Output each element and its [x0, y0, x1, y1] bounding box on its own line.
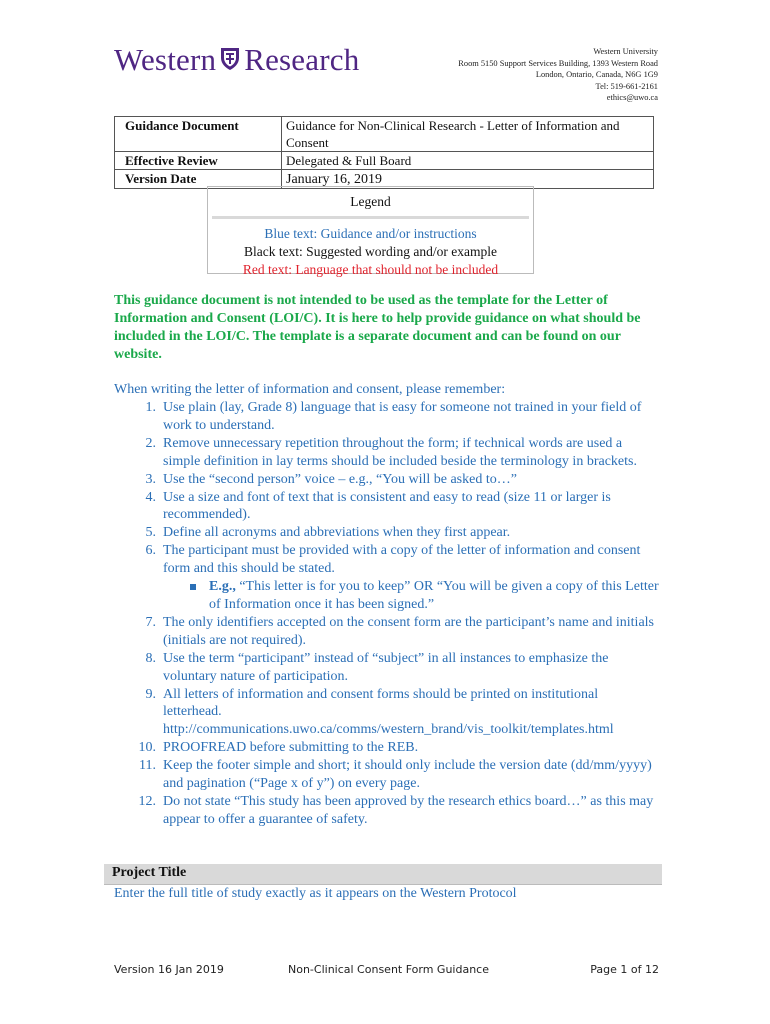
- template-notice: This guidance document is not intended to be used as the template for the Letter of Information and Consent (LOI/C). It is here to help provide guidance on what should be included in the LOI/C. The template is a separate document and can be found on our website.: [114, 293, 641, 362]
- list-item: [114, 471, 659, 489]
- list-item: [114, 793, 659, 829]
- guidance-list: [114, 399, 659, 829]
- item-number: 5.: [145, 525, 156, 541]
- row-label: Effective Review: [115, 152, 282, 170]
- list-item: [114, 650, 659, 686]
- footer-page-number: Page 1 of 12: [590, 963, 659, 976]
- item-number: 2.: [145, 435, 156, 451]
- address-line[interactable]: ethics@uwo.ca: [606, 93, 658, 102]
- logo-word-western: Western: [114, 41, 217, 77]
- legend-divider: [212, 216, 529, 219]
- square-bullet-icon: [190, 584, 196, 590]
- table-row: [115, 117, 654, 152]
- address-line: Room 5150 Support Services Building, 1393 Western Road: [458, 58, 658, 68]
- list-item: [114, 399, 659, 435]
- item-text: All letters of information and consent forms should be printed on institutional letterhead.: [163, 686, 599, 720]
- page-footer: [114, 963, 659, 979]
- footer-version: Version 16 Jan 2019: [114, 963, 224, 976]
- item-number: 6.: [145, 543, 156, 559]
- item-text: Define all acronyms and abbreviations when they first appear.: [163, 525, 511, 541]
- sub-bullet-item: [163, 578, 659, 614]
- legend-red-entry: Red text: Language that should not be included: [242, 262, 499, 277]
- crest-shield-icon: [220, 47, 240, 71]
- item-text: PROOFREAD before submitting to the REB.: [163, 740, 419, 756]
- western-research-logo: [114, 42, 359, 76]
- item-text: Use the term “participant” instead of “subject” in all instances to emphasize the voluntary nature of participation.: [163, 650, 609, 684]
- row-value: Guidance for Non-Clinical Research - Letter of Information and Consent: [282, 117, 654, 152]
- template-link[interactable]: http://communications.uwo.ca/comms/western_brand/vis_toolkit/templates.html: [163, 722, 614, 738]
- item-text: Use the “second person” voice – e.g., “You will be asked to…”: [163, 471, 517, 487]
- item-text: Use plain (lay, Grade 8) language that is easy for someone not trained in your field of work to understand.: [163, 400, 642, 433]
- color-legend: [207, 186, 534, 277]
- list-item: [114, 614, 659, 650]
- legend-title: Legend: [350, 194, 391, 209]
- address-line: Tel: 519-661-2161: [595, 81, 658, 91]
- address-line: London, Ontario, Canada, N6G 1G9: [535, 70, 658, 79]
- row-label: Guidance Document: [115, 117, 282, 152]
- item-number: 10.: [138, 740, 156, 756]
- contact-address: [458, 46, 658, 104]
- section-instructions: Enter the full title of study exactly as it appears on the Western Protocol: [114, 886, 517, 901]
- list-item: [114, 757, 659, 793]
- example-text: “This letter is for you to keep” OR “You will be given a copy of this Letter of Information once it has been signed.”: [209, 579, 659, 612]
- list-item: [114, 489, 659, 525]
- version-date: January 16, 2019: [286, 172, 383, 187]
- item-number: 9.: [145, 686, 156, 702]
- item-number: 1.: [145, 400, 156, 415]
- item-text: The participant must be provided with a copy of the letter of information and consent form and this should be stated.: [163, 543, 641, 577]
- list-item: [114, 686, 659, 740]
- legend-blue-entry: Blue text: Guidance and/or instructions: [264, 226, 477, 241]
- item-number: 8.: [145, 650, 156, 666]
- item-number: 7.: [145, 614, 156, 630]
- table-row: [115, 152, 654, 170]
- example-label: E.g.,: [209, 579, 236, 595]
- logo-word-research: Research: [244, 41, 360, 77]
- item-number: 12.: [138, 793, 156, 809]
- intro-text: When writing the letter of information and consent, please remember:: [114, 382, 506, 397]
- item-text: The only identifiers accepted on the consent form are the participant’s name and initials (initials are not required).: [163, 614, 654, 648]
- document-info-table: [114, 116, 654, 189]
- row-value: Delegated & Full Board: [282, 152, 654, 170]
- legend-black-entry: Black text: Suggested wording and/or example: [243, 244, 498, 259]
- item-number: 4.: [145, 489, 156, 505]
- list-item: [114, 524, 659, 542]
- item-text: Remove unnecessary repetition throughout the form; if technical words are used a simple definition in lay terms should be included beside the terminology in brackets.: [163, 435, 637, 469]
- footer-title: Non-Clinical Consent Form Guidance: [288, 963, 489, 976]
- item-text: Do not state “This study has been approved by the research ethics board…” as this may appear to offer a guarantee of safety.: [163, 793, 654, 827]
- section-title: Project Title: [112, 865, 187, 880]
- address-line: Western University: [593, 47, 658, 56]
- row-label: Version Date: [115, 170, 282, 189]
- item-text: Use a size and font of text that is consistent and easy to read (size 11 or larger is recommended).: [163, 489, 611, 523]
- item-number: 3.: [145, 471, 156, 487]
- section-header-bar: [104, 864, 662, 885]
- item-number: 11.: [139, 758, 156, 774]
- list-item: [114, 435, 659, 471]
- list-item: [114, 542, 659, 614]
- list-item: [114, 739, 659, 757]
- item-text: Keep the footer simple and short; it should only include the version date (dd/mm/yyyy) and pagination (“Page x of y”) on every page.: [163, 758, 652, 792]
